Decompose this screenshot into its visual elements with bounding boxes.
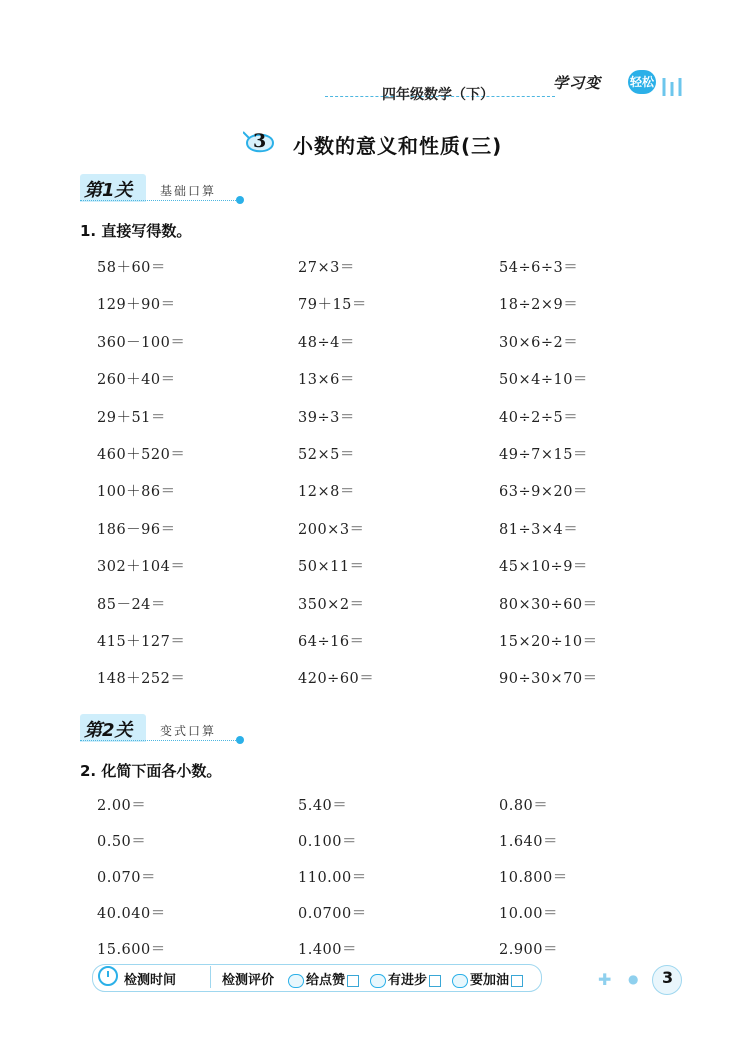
level-1-label: 第1关	[84, 180, 133, 201]
rating-effort-label: 要加油	[470, 973, 510, 988]
problem-item: 129＋90＝	[97, 297, 176, 314]
problem-item: 52×5＝	[298, 447, 355, 463]
decor-plus-icon: ✚	[598, 970, 612, 989]
problem-item: 48÷4＝	[298, 334, 355, 351]
rating-progress-label: 有进步	[388, 973, 428, 988]
problem-item: 13×6＝	[298, 372, 355, 389]
problem-item: 50×4÷10＝	[499, 372, 588, 389]
problem-item: 29＋51＝	[97, 409, 166, 426]
face-icon	[370, 974, 386, 988]
level-1-dot-icon	[236, 196, 244, 204]
problem-item: 27×3＝	[298, 260, 355, 276]
brand-logo-text: 学习变	[553, 74, 602, 92]
level-2-divider	[80, 740, 240, 741]
problem-item: 15.600＝	[97, 942, 166, 958]
footer-separator	[210, 966, 211, 988]
checkbox-progress[interactable]	[429, 975, 441, 987]
problem-item: 460＋520＝	[97, 447, 186, 463]
problem-item: 2.00＝	[97, 798, 147, 814]
problem-item: 10.800＝	[499, 870, 568, 886]
problem-item: 0.50＝	[97, 834, 147, 850]
level-2-subtitle: 变式口算	[160, 724, 217, 738]
rating-progress[interactable]	[370, 969, 441, 988]
decor-circle-icon: ●	[628, 972, 639, 986]
problem-item: 54÷6÷3＝	[499, 260, 579, 276]
problem-item: 85－24＝	[97, 596, 166, 613]
problem-item: 81÷3×4＝	[499, 521, 579, 538]
face-icon	[288, 974, 304, 988]
problem-item: 1.400＝	[298, 942, 358, 958]
problem-item: 0.100＝	[298, 834, 358, 850]
problem-item: 148＋252＝	[97, 671, 186, 688]
problem-item: 110.00＝	[298, 870, 367, 886]
question-2-title: 2. 化简下面各小数。	[80, 762, 222, 780]
brand-logo-badge: 轻松	[628, 70, 656, 94]
problem-item: 18÷2×9＝	[499, 297, 579, 314]
problem-item: 0.80＝	[499, 798, 549, 814]
problem-item: 79＋15＝	[298, 297, 367, 314]
problem-item: 1.640＝	[499, 834, 559, 850]
problem-item: 0.0700＝	[298, 906, 367, 922]
problem-item: 30×6÷2＝	[499, 334, 579, 351]
problem-item: 420÷60＝	[298, 671, 375, 688]
problem-item: 260＋40＝	[97, 372, 176, 389]
rating-effort[interactable]	[452, 969, 523, 988]
level-2-dot-icon	[236, 736, 244, 744]
rating-great-label: 给点赞	[306, 973, 346, 988]
problem-item: 64÷16＝	[298, 634, 365, 650]
problem-item: 5.40＝	[298, 798, 348, 814]
unit-number: 3	[253, 130, 267, 152]
problem-item: 49÷7×15＝	[499, 447, 588, 463]
problem-item: 90÷30×70＝	[499, 671, 598, 688]
face-icon	[452, 974, 468, 988]
problem-item: 360－100＝	[97, 334, 186, 351]
problem-item: 40.040＝	[97, 906, 166, 922]
book-title: 四年级数学（下）	[382, 87, 494, 103]
checkbox-effort[interactable]	[511, 975, 523, 987]
problem-item: 39÷3＝	[298, 409, 355, 426]
level-1-subtitle: 基础口算	[160, 184, 217, 198]
problem-item: 200×3＝	[298, 521, 365, 538]
problem-item: 50×11＝	[298, 559, 365, 576]
level-1-header	[80, 172, 240, 206]
checkbox-great[interactable]	[347, 975, 359, 987]
problem-item: 12×8＝	[298, 484, 355, 501]
problem-item: 302＋104＝	[97, 559, 186, 576]
problem-item: 0.070＝	[97, 870, 157, 886]
time-label: 检测时间	[124, 973, 177, 988]
brand-decoration-icon	[660, 74, 690, 100]
problem-item: 15×20÷10＝	[499, 634, 598, 650]
problem-item: 415＋127＝	[97, 634, 186, 650]
problem-item: 80×30÷60＝	[499, 596, 598, 613]
level-2-header	[80, 712, 240, 746]
clock-icon	[98, 966, 118, 986]
problem-item: 58＋60＝	[97, 260, 166, 276]
problem-item: 45×10÷9＝	[499, 559, 588, 576]
problem-item: 350×2＝	[298, 596, 365, 613]
problem-item: 186－96＝	[97, 521, 176, 538]
problem-item: 2.900＝	[499, 942, 559, 958]
problem-item: 40÷2÷5＝	[499, 409, 579, 426]
problem-item: 100＋86＝	[97, 484, 176, 501]
problem-item: 63÷9×20＝	[499, 484, 588, 501]
level-2-label: 第2关	[84, 720, 133, 741]
unit-title: 小数的意义和性质(三)	[293, 134, 503, 158]
level-1-divider	[80, 200, 240, 201]
evaluation-label: 检测评价	[222, 973, 275, 988]
page-number: 3	[662, 968, 674, 987]
rating-great[interactable]	[288, 969, 359, 988]
question-1-title: 1. 直接写得数。	[80, 222, 192, 240]
problem-item: 10.00＝	[499, 906, 559, 922]
